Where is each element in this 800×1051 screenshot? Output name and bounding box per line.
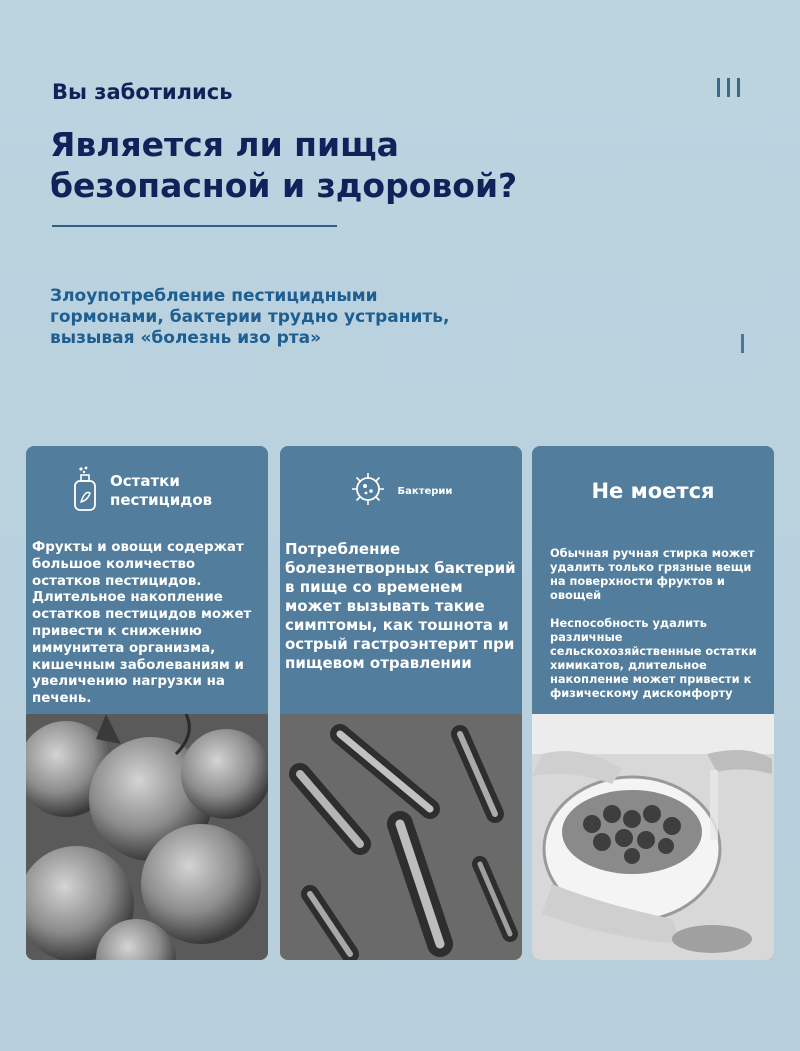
card-title: Не моется <box>591 479 715 503</box>
spray-bottle-icon <box>72 466 98 516</box>
card-text: Фрукты и овощи содержат большое количество остатков пестицидов. Длительное накопление остатков пестицидов может привести к снижению иммунитета организма, кишечным заболеваниям и увеличению нагрузки на печень. <box>32 540 252 707</box>
card-not-washed <box>532 446 774 960</box>
card-header <box>26 446 268 536</box>
card-text: Потребление болезнетворных бактерий в пище со временем может вызывать такие симптомы, как тошнота и острый гастроэнтерит при пищевом отравлении <box>285 540 516 672</box>
bacteria-photo <box>280 714 522 960</box>
card-text: Обычная ручная стирка может удалить только грязные вещи на поверхности фруктов и овощей <box>550 546 755 602</box>
bacteria-icon <box>350 471 386 511</box>
card-text-secondary: Неспособность удалить различные сельскохозяйственные остатки химикатов, длительное накопление может привести к физическому дискомфорту <box>550 616 757 700</box>
decorative-tick <box>741 334 744 353</box>
card-header <box>280 446 522 536</box>
card-header <box>532 446 774 536</box>
washing-berries-photo <box>532 714 774 960</box>
card-pesticides <box>26 446 268 960</box>
eyebrow-text: Вы заботились <box>52 80 233 104</box>
title-divider <box>52 225 337 227</box>
card-title: Остатки пестицидов <box>110 472 213 509</box>
card-bacteria <box>280 446 522 960</box>
decorative-bars <box>717 78 740 97</box>
card-title: Бактерии <box>397 485 453 497</box>
page-title: Является ли пища безопасной и здоровой? <box>50 125 518 205</box>
card-text-block <box>550 546 768 700</box>
intro-text: Злоупотребление пестицидными гормонами, бактерии трудно устранить, вызывая «болезнь изо рта» <box>50 286 450 348</box>
apples-photo <box>26 714 268 960</box>
